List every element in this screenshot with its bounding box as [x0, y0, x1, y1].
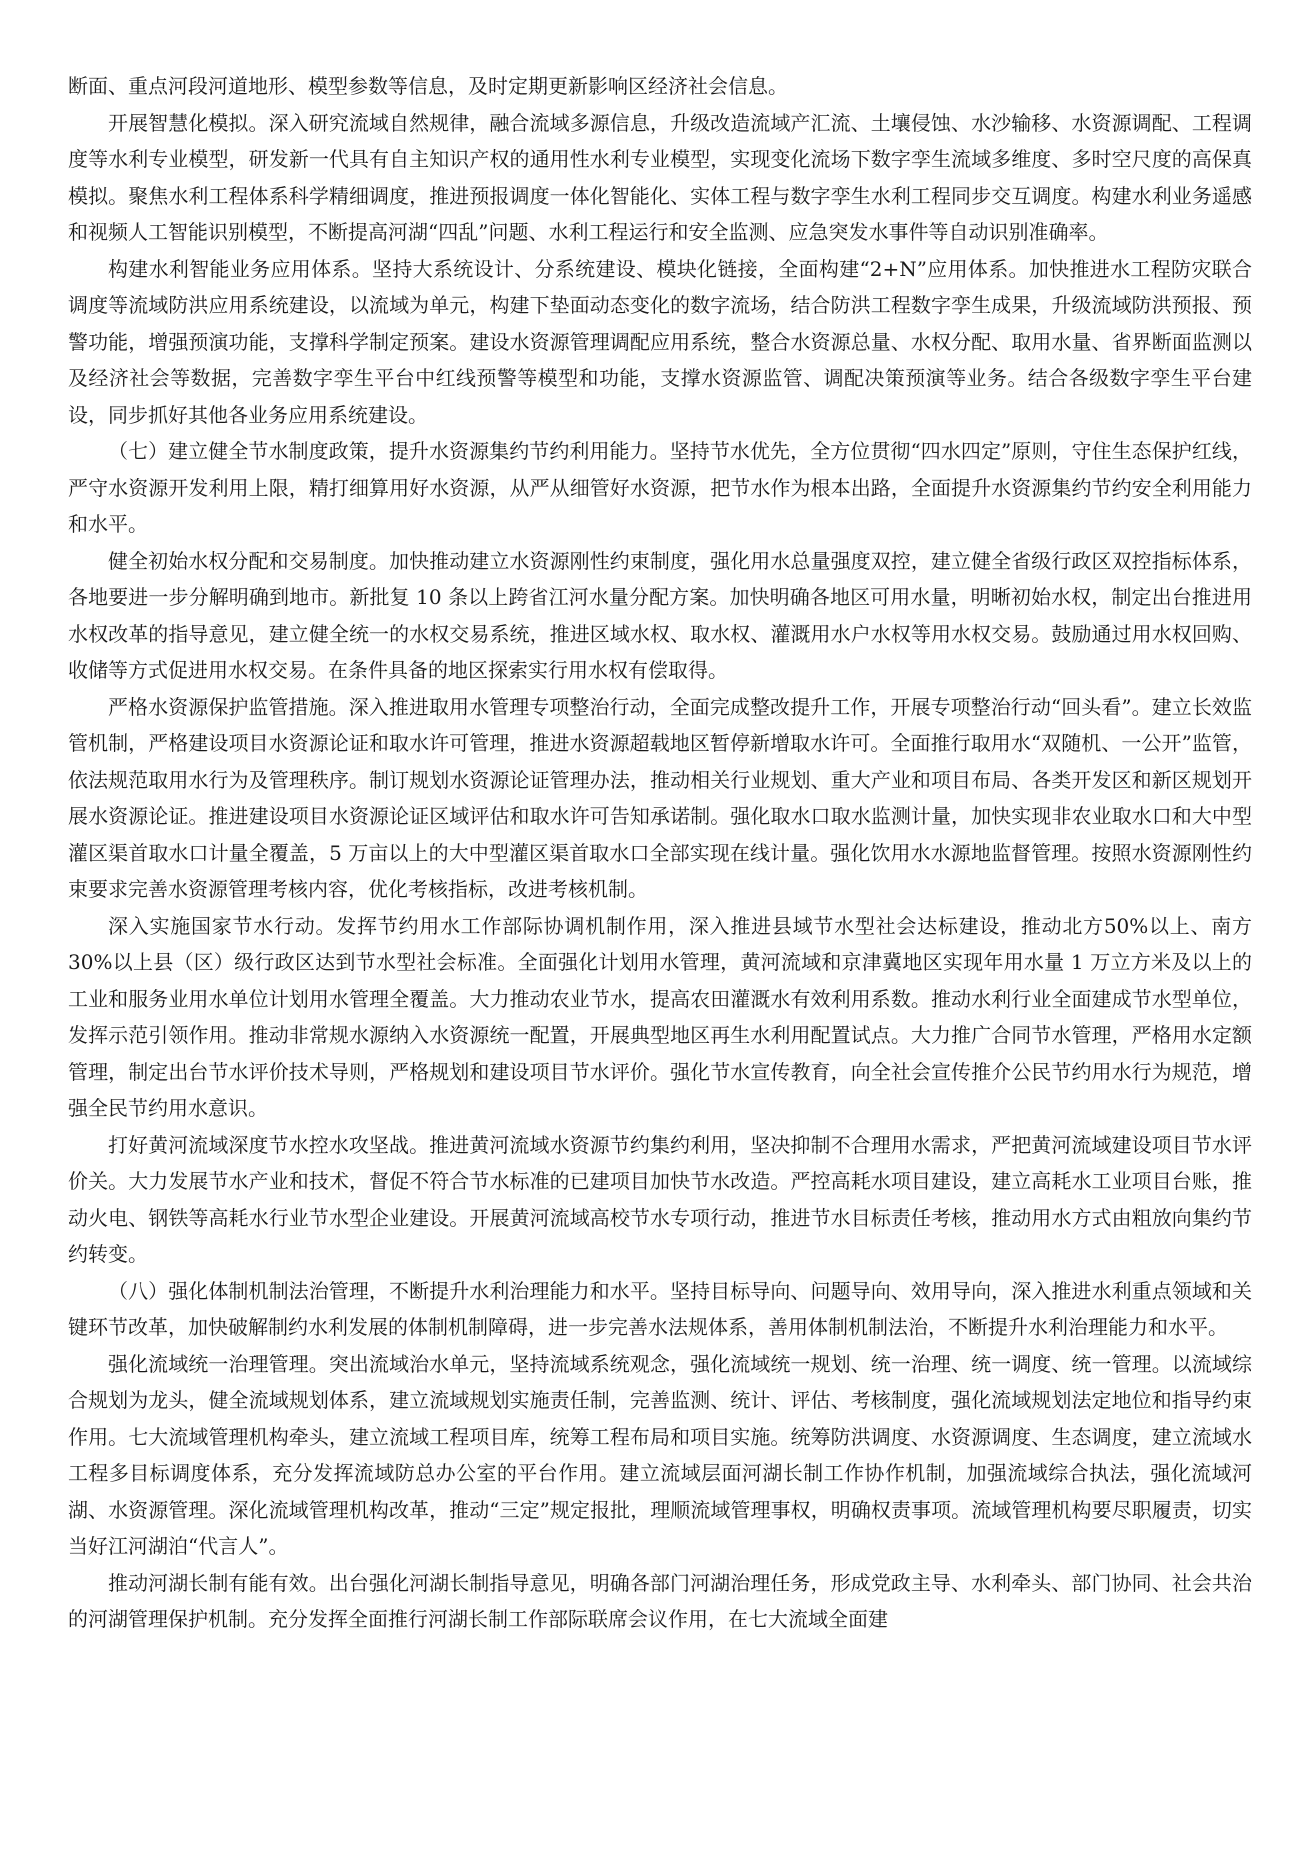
- paragraph-national-water-saving: 深入实施国家节水行动。发挥节约用水工作部际协调机制作用，深入推进县域节水型社会达标建设，推动北方50%以上、南方 30%以上县（区）级行政区达到节水型社会标准。全面强化计划用水管理，黄河流域和京津冀地区实现年用水量 1 万立方米及以上的工业和服务业用水单位计划用水管理全覆盖。大力推动农业节水，提高农田灌溉水有效利用系数。推动水利行业全面建成节水型单位，发挥示范引领作用。推动非常规水源纳入水资源统一配置，开展典型地区再生水利用配置试点。大力推广合同节水管理，严格用水定额管理，制定出台节水评价技术导则，严格规划和建设项目节水评价。强化节水宣传教育，向全社会宣传推介公民节约用水行为规范，增强全民节约用水意识。: [68, 913, 1252, 1120]
- section-heading-8: （八）强化体制机制法治管理，不断提升水利治理能力和水平。坚持目标导向、问题导向、效用导向，深入推进水利重点领域和关键环节改革，加快破解制约水利发展的体制机制障碍，进一步完善水法规体系，善用体制机制法治，不断提升水利治理能力和水平。: [68, 1278, 1252, 1339]
- paragraph-water-rights: 健全初始水权分配和交易制度。加快推动建立水资源刚性约束制度，强化用水总量强度双控，建立健全省级行政区双控指标体系，各地要进一步分解明确到地市。新批复 10 条以上跨省江河水量分配方案。加快明确各地区可用水量，明晰初始水权，制定出台推进用水权改革的指导意见，建立健全统一的水权交易系统，推进区域水权、取水权、灌溉用水户水权等用水权交易。鼓励通过用水权回购、收储等方式促进用水权交易。在条件具备的地区探索实行用水权有偿取得。: [68, 548, 1252, 682]
- paragraph-continuation: 断面、重点河段河道地形、模型参数等信息，及时定期更新影响区经济社会信息。: [68, 74, 788, 98]
- paragraph-smart-simulation: 开展智慧化模拟。深入研究流域自然规律，融合流域多源信息，升级改造流域产汇流、土壤侵蚀、水沙输移、水资源调配、工程调度等水利专业模型，研发新一代具有自主知识产权的通用性水利专业模型，实现变化流场下数字孪生流域多维度、多时空尺度的高保真模拟。聚焦水利工程体系科学精细调度，推进预报调度一体化智能化、实体工程与数字孪生水利工程同步交互调度。构建水利业务遥感和视频人工智能识别模型，不断提高河湖“四乱”问题、水利工程运行和安全监测、应急突发水事件等自动识别准确率。: [68, 110, 1252, 244]
- section-heading-7: （七）建立健全节水制度政策，提升水资源集约节约利用能力。坚持节水优先，全方位贯彻“四水四定”原则，守住生态保护红线，严守水资源开发利用上限，精打细算用好水资源，从严从细管好水资源，把节水作为根本出路，全面提升水资源集约节约安全利用能力和水平。: [68, 439, 1252, 536]
- paragraph-water-protection: 严格水资源保护监管措施。深入推进取用水管理专项整治行动，全面完成整改提升工作，开展专项整治行动“回头看”。建立长效监管机制，严格建设项目水资源论证和取水许可管理，推进水资源超载地区暂停新增取水许可。全面推行取用水“双随机、一公开”监管，依法规范取用水行为及管理秩序。制订规划水资源论证管理办法，推动相关行业规划、重大产业和项目布局、各类开发区和新区规划开展水资源论证。推进建设项目水资源论证区域评估和取水许可告知承诺制。强化取水口取水监测计量，加快实现非农业取水口和大中型灌区渠首取水口计量全覆盖，5 万亩以上的大中型灌区渠首取水口全部实现在线计量。强化饮用水水源地监督管理。按照水资源刚性约束要求完善水资源管理考核内容，优化考核指标，改进考核机制。: [68, 694, 1252, 901]
- paragraph-smart-application-system: 构建水利智能业务应用体系。坚持大系统设计、分系统建设、模块化链接，全面构建“2+N”应用体系。加快推进水工程防灾联合调度等流域防洪应用系统建设，以流域为单元，构建下垫面动态变化的数字流场，结合防洪工程数字孪生成果，升级流域防洪预报、预警功能，增强预演功能，支撑科学制定预案。建设水资源管理调配应用系统，整合水资源总量、水权分配、取用水量、省界断面监测以及经济社会等数据，完善数字孪生平台中红线预警等模型和功能，支撑水资源监管、调配决策预演等业务。结合各级数字孪生平台建设，同步抓好其他各业务应用系统建设。: [68, 256, 1252, 427]
- paragraph-river-chief-system: 推动河湖长制有能有效。出台强化河湖长制指导意见，明确各部门河湖治理任务，形成党政主导、水利牵头、部门协同、社会共治的河湖管理保护机制。充分发挥全面推行河湖长制工作部际联席会议作用，在七大流域全面建: [68, 1570, 1252, 1631]
- paragraph-yellow-river: 打好黄河流域深度节水控水攻坚战。推进黄河流域水资源节约集约利用，坚决抑制不合理用水需求，严把黄河流域建设项目节水评价关。大力发展节水产业和技术，督促不符合节水标准的已建项目加快节水改造。严控高耗水项目建设，建立高耗水工业项目台账，推动火电、钢铁等高耗水行业节水型企业建设。开展黄河流域高校节水专项行动，推进节水目标责任考核，推动用水方式由粗放向集约节约转变。: [68, 1132, 1252, 1266]
- document-body: [68, 68, 1252, 1638]
- paragraph-basin-management: 强化流域统一治理管理。突出流域治水单元，坚持流域系统观念，强化流域统一规划、统一治理、统一调度、统一管理。以流域综合规划为龙头，健全流域规划体系，建立流域规划实施责任制，完善监测、统计、评估、考核制度，强化流域规划法定地位和指导约束作用。七大流域管理机构牵头，建立流域工程项目库，统筹工程布局和项目实施。统筹防洪调度、水资源调度、生态调度，建立流域水工程多目标调度体系，充分发挥流域防总办公室的平台作用。建立流域层面河湖长制工作协作机制，加强流域综合执法，强化流域河湖、水资源管理。深化流域管理机构改革，推动“三定”规定报批，理顺流域管理事权，明确权责事项。流域管理机构要尽职履责，切实当好江河湖泊“代言人”。: [68, 1351, 1252, 1558]
